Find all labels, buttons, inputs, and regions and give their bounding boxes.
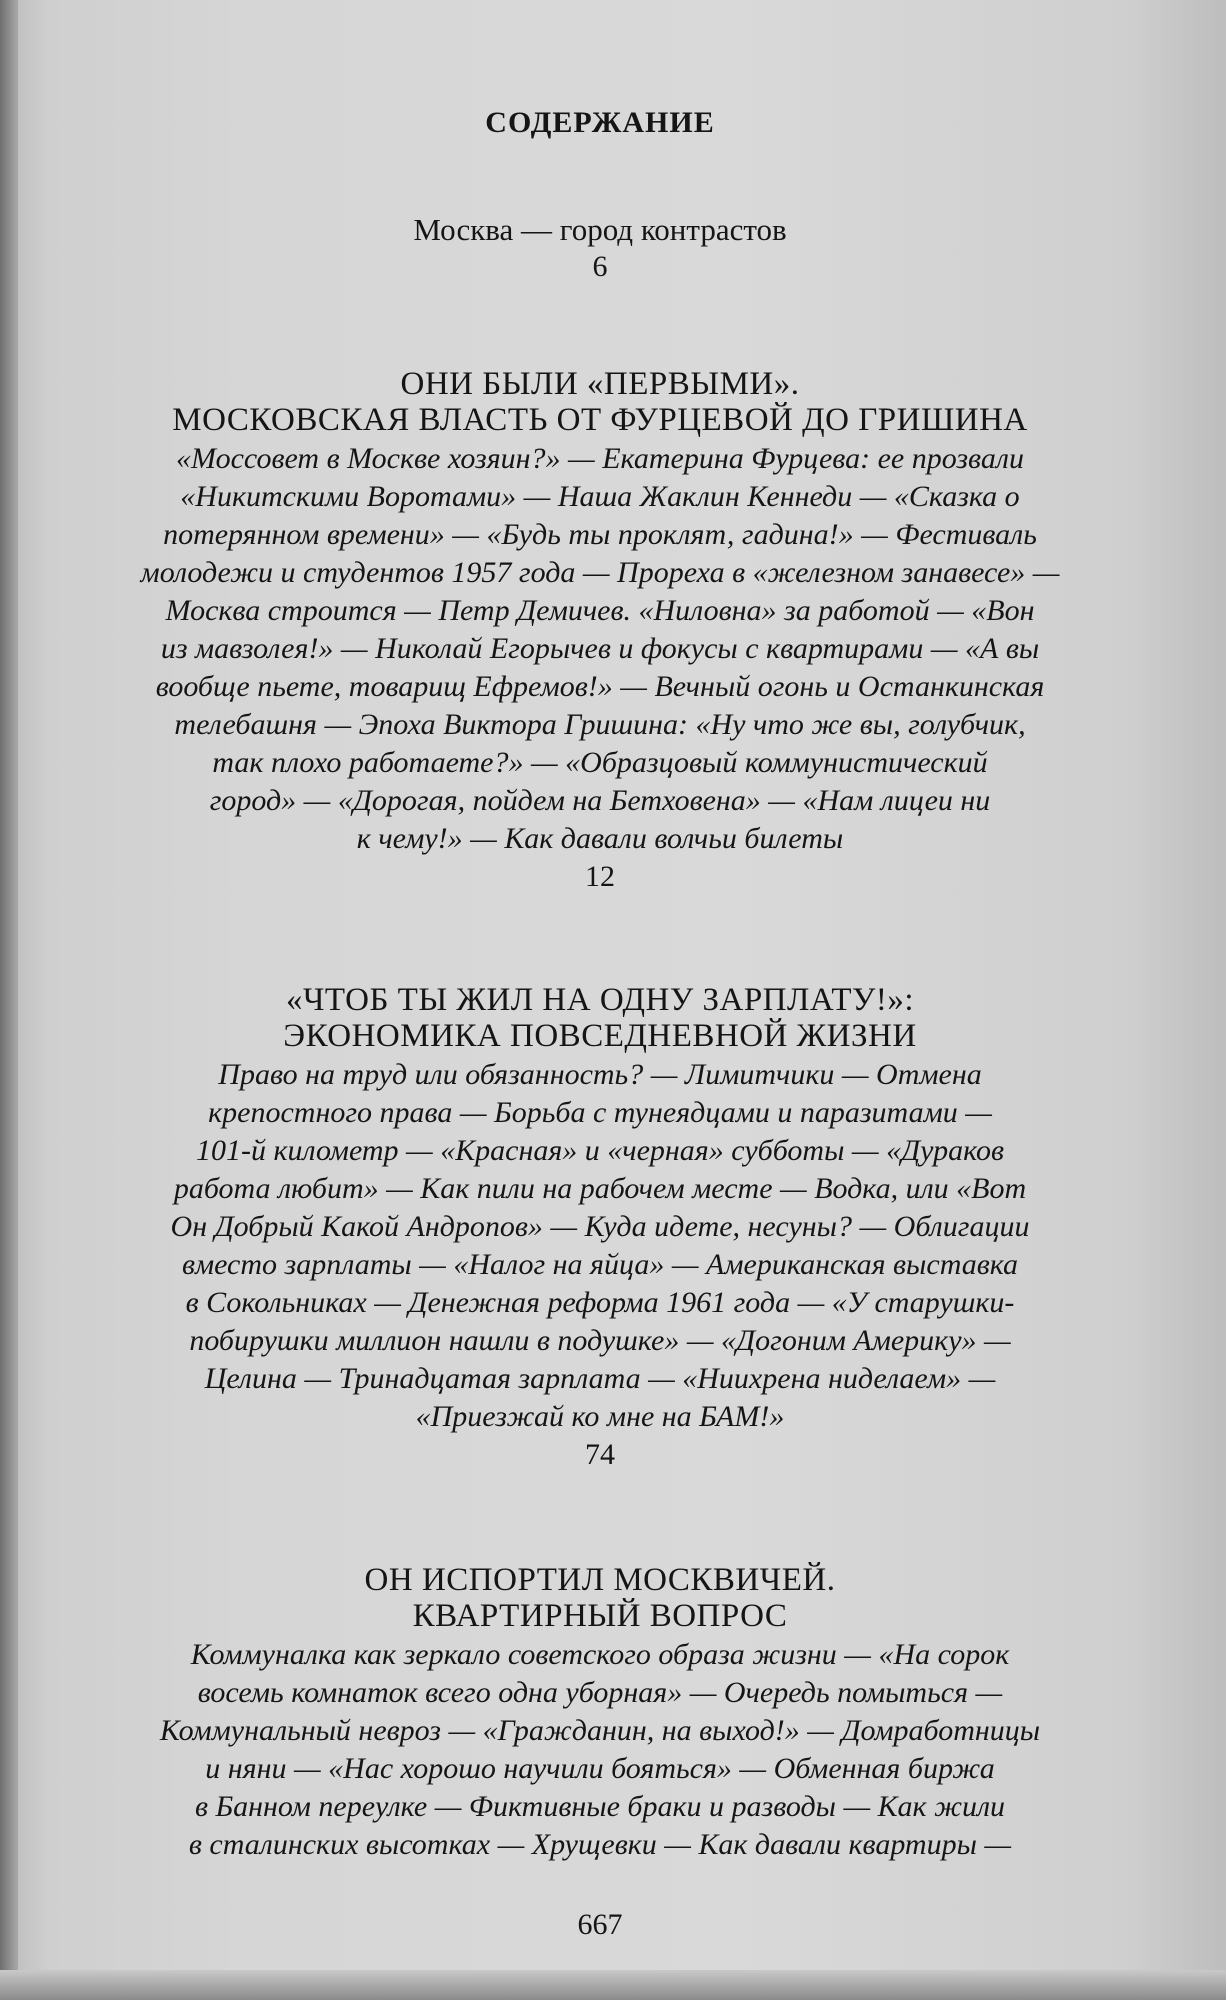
toc-entry-economy[interactable] (70, 982, 1130, 1474)
subtitle-line: телебашня — Эпоха Виктора Гришина: «Ну что же вы, голубчик, (174, 708, 1026, 741)
toc-entry-title-line: МОСКОВСКАЯ ВЛАСТЬ ОТ ФУРЦЕВОЙ ДО ГРИШИНА (172, 402, 1028, 438)
toc-entry-title-line: ОНИ БЫЛИ «ПЕРВЫМИ». (400, 366, 800, 402)
subtitle-line: 101-й километр — «Красная» и «черная» субботы — «Дураков (195, 1134, 1005, 1167)
subtitle-line: Право на труд или обязанность? — Лимитчики — Отмена (218, 1058, 982, 1091)
subtitle-line: из мавзолея!» — Николай Егорычев и фокусы с квартирами — «А вы (160, 632, 1040, 665)
toc-entry-title-line: ОН ИСПОРТИЛ МОСКВИЧЕЙ. (364, 1562, 836, 1598)
subtitle-line: в Банном переулке — Фиктивные браки и разводы — Как жили (194, 1790, 1006, 1823)
subtitle-line: в сталинских высотках — Хрущевки — Как давали квартиры — (188, 1828, 1012, 1861)
toc-entry-subtitle (70, 1636, 1130, 1864)
toc-entry-page: 12 (585, 860, 615, 893)
subtitle-line: «Никитскими Воротами» — Наша Жаклин Кеннеди — «Сказка о (180, 480, 1020, 513)
page-bottom-shadow (0, 1970, 1226, 2000)
subtitle-line: вместо зарплаты — «Налог на яйца» — Американская выставка (181, 1248, 1019, 1281)
toc-entry-page: 74 (585, 1438, 615, 1471)
subtitle-line: и няни — «Нас хорошо научили бояться» — Обменная биржа (205, 1752, 995, 1785)
subtitle-line: молодежи и студентов 1957 года — Прореха в «железном занавесе» — (140, 556, 1060, 589)
toc-entry-title-line: ЭКОНОМИКА ПОВСЕДНЕВНОЙ ЖИЗНИ (283, 1018, 917, 1054)
contents-heading: СОДЕРЖАНИЕ (485, 106, 715, 139)
subtitle-line: к чему!» — Как давали волчьи билеты (356, 822, 844, 855)
subtitle-line: Коммунальный невроз — «Гражданин, на выход!» — Домработницы (159, 1714, 1041, 1747)
toc-entry-title-line: «ЧТОБ ТЫ ЖИЛ НА ОДНУ ЗАРПЛАТУ!»: (285, 982, 914, 1018)
subtitle-line: побирушки миллион нашли в подушке» — «Догоним Америку» — (189, 1324, 1011, 1357)
subtitle-line: в Сокольниках — Денежная реформа 1961 года — «У старушки- (185, 1286, 1015, 1319)
subtitle-line: вообще пьете, товарищ Ефремов!» — Вечный огонь и Останкинская (155, 670, 1045, 703)
subtitle-line: «Моссовет в Москве хозяин?» — Екатерина Фурцева: ее прозвали (176, 442, 1024, 475)
toc-entry-title: Москва — город контрастов (413, 212, 787, 247)
toc-entry-subtitle (70, 1056, 1130, 1436)
page-binding-shadow (0, 0, 18, 2000)
subtitle-line: Коммуналка как зеркало советского образа жизни — «На сорок (190, 1638, 1010, 1671)
toc-entry-intro[interactable] (70, 212, 1130, 286)
page-number: 667 (577, 1908, 623, 1941)
subtitle-line: Он Добрый Какой Андропов» — Куда идете, несуны? — Облигации (170, 1210, 1030, 1243)
subtitle-line: потерянном времени» — «Будь ты проклят, гадина!» — Фестиваль (163, 518, 1037, 551)
subtitle-line: крепостного права — Борьба с тунеядцами и паразитами — (208, 1096, 992, 1129)
subtitle-line: Москва строится — Петр Демичев. «Ниловна» за работой — «Вон (165, 594, 1035, 627)
subtitle-line: «Приезжай ко мне на БАМ!» (415, 1400, 785, 1433)
subtitle-line: город» — «Дорогая, пойдем на Бетховена» — «Нам лицеи ни (209, 784, 991, 817)
subtitle-line: работа любит» — Как пили на рабочем месте — Водка, или «Вот (173, 1172, 1027, 1205)
toc-entry-page: 6 (592, 250, 608, 283)
subtitle-line: восемь комнаток всего одна уборная» — Очередь помыться — (197, 1676, 1003, 1709)
toc-entry-housing[interactable] (70, 1562, 1130, 1864)
toc-entry-subtitle (70, 440, 1130, 858)
toc-entry-moscow-power[interactable] (70, 366, 1130, 896)
subtitle-line: так плохо работаете?» — «Образцовый коммунистический (212, 746, 988, 779)
toc-entry-title-line: КВАРТИРНЫЙ ВОПРОС (412, 1598, 788, 1634)
subtitle-line: Целина — Тринадцатая зарплата — «Ниихрена ниделаем» — (204, 1362, 996, 1395)
